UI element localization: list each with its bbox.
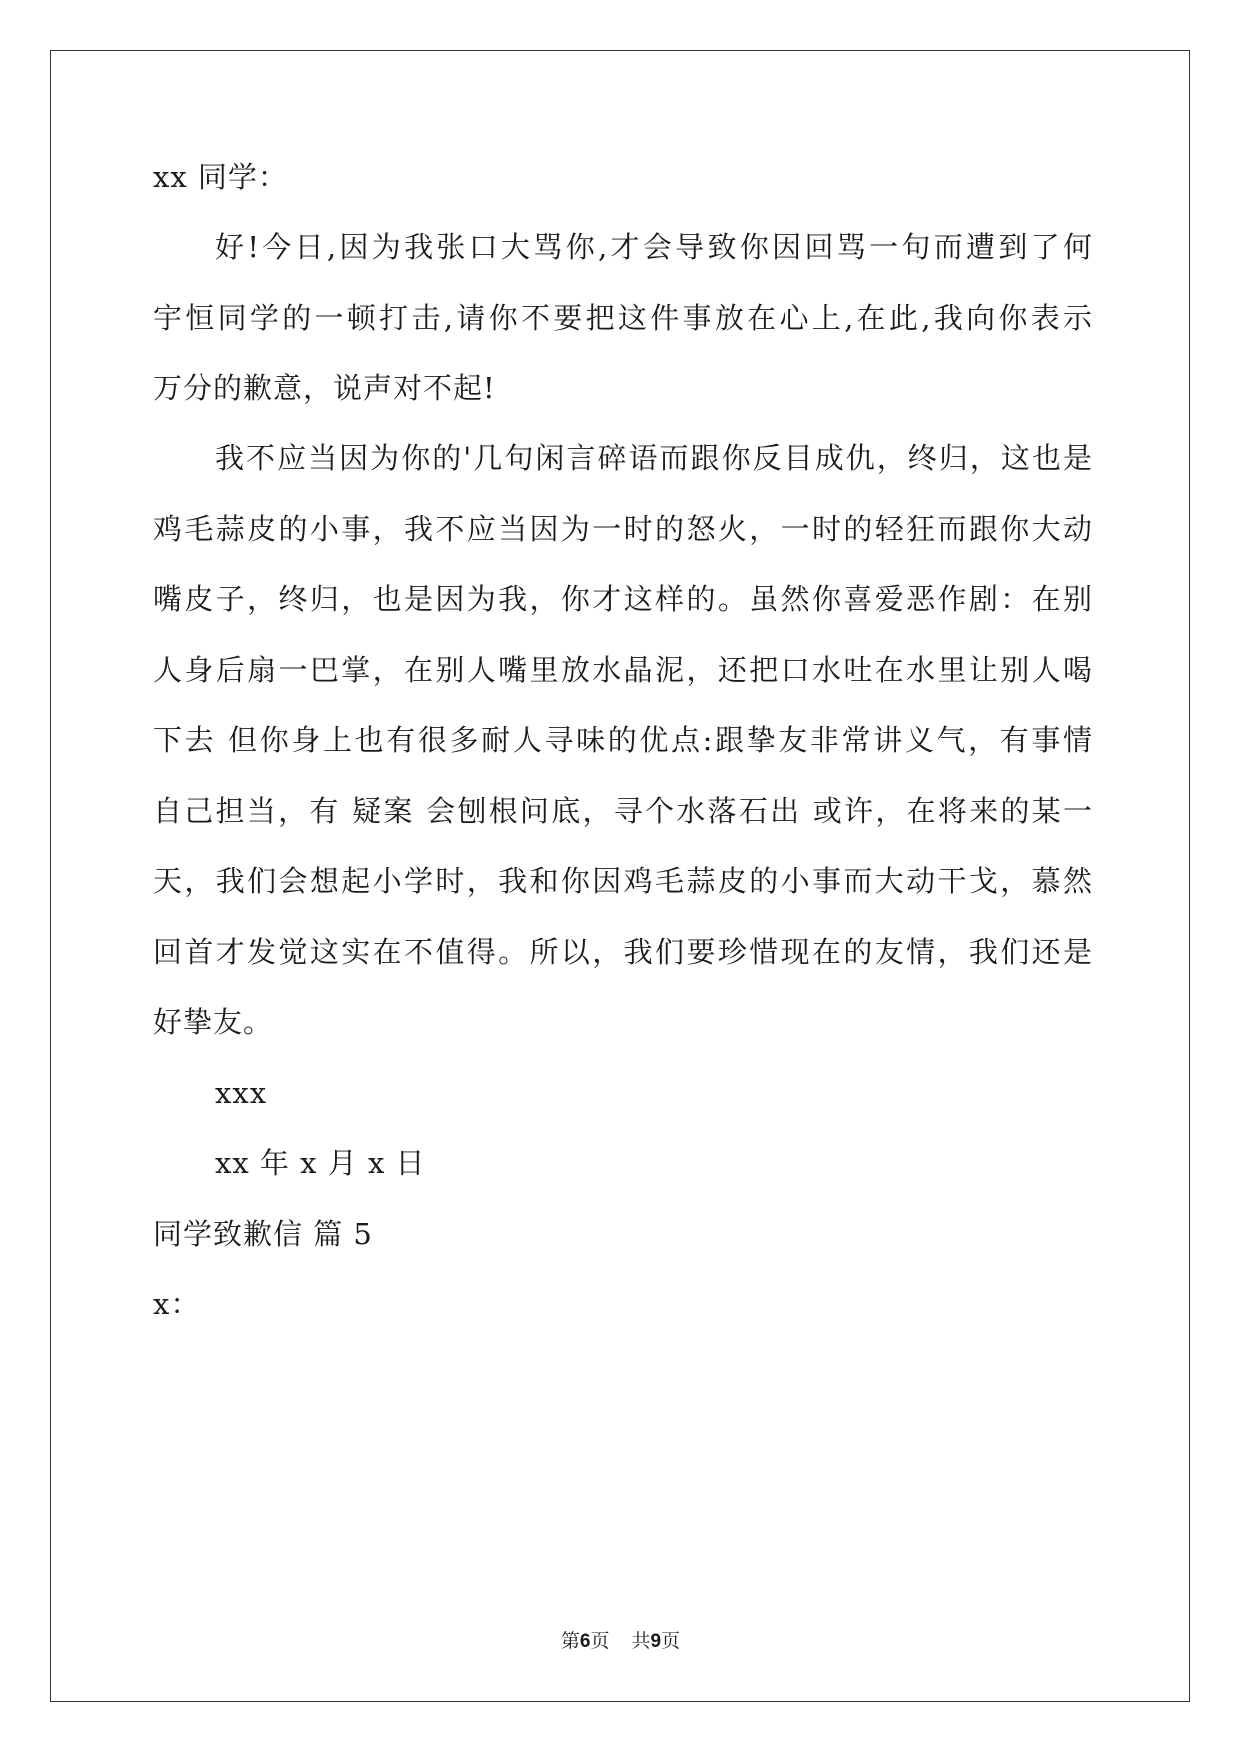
- paragraph-2-line-3: 嘴皮子，终归，也是因为我，你才这样的。虽然你喜爱恶作剧：在别: [153, 582, 1093, 616]
- total-prefix: 共: [631, 1630, 651, 1652]
- paragraph-2-line-1: 我不应当因为你的'几句闲言碎语而跟你反目成仇，终归，这也是: [215, 441, 1093, 475]
- total-unit: 页: [661, 1630, 681, 1652]
- paragraph-2-line-6: 自己担当，有 疑案 会刨根问底，寻个水落石出 或许，在将来的某一: [153, 794, 1093, 828]
- letter-signature: xxx: [215, 1076, 268, 1110]
- paragraph-1-line-1: 好!今日,因为我张口大骂你,才会导致你因回骂一句而遭到了何: [215, 230, 1093, 264]
- paragraph-1-line-2: 宇恒同学的一顿打击,请你不要把这件事放在心上,在此,我向你表示: [153, 301, 1093, 335]
- paragraph-1-line-3: 万分的歉意，说声对不起!: [153, 371, 496, 405]
- page-prefix: 第: [560, 1630, 580, 1652]
- letter-salutation: xx 同学：: [153, 160, 288, 194]
- paragraph-2-line-7: 天，我们会想起小学时，我和你因鸡毛蒜皮的小事而大动干戈，慕然: [153, 864, 1093, 898]
- section-heading: 同学致歉信 篇 5: [153, 1217, 373, 1251]
- paragraph-2-line-9: 好挚友。: [153, 1005, 274, 1039]
- page-unit: 页: [590, 1630, 610, 1652]
- section-salutation: x：: [153, 1287, 201, 1321]
- paragraph-2-line-8: 回首才发觉这实在不值得。所以，我们要珍惜现在的友情，我们还是: [153, 935, 1093, 969]
- letter-date: xx 年 x 月 x 日: [215, 1146, 426, 1180]
- total-page-number: 9: [650, 1631, 662, 1652]
- paragraph-2-line-4: 人身后扇一巴掌，在别人嘴里放水晶泥，还把口水吐在水里让别人喝: [153, 653, 1093, 687]
- paragraph-2-line-2: 鸡毛蒜皮的小事，我不应当因为一时的怒火，一时的轻狂而跟你大动: [153, 512, 1093, 546]
- page-number-footer: [0, 1628, 1241, 1655]
- current-page-number: 6: [579, 1631, 591, 1652]
- paragraph-2-line-5: 下去 但你身上也有很多耐人寻味的优点:跟挚友非常讲义气，有事情: [153, 723, 1093, 757]
